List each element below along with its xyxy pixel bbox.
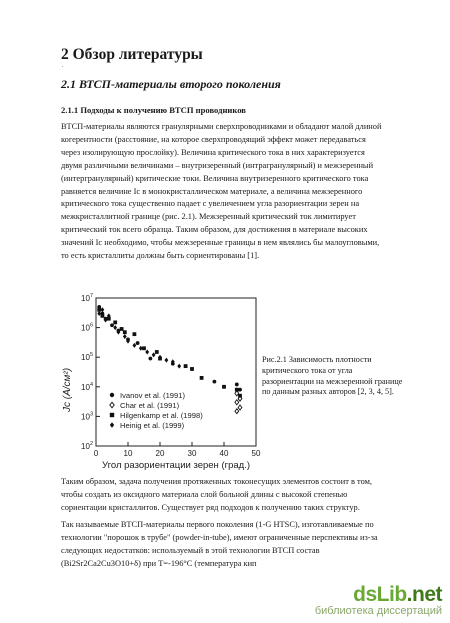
paragraph-1 [61, 121, 399, 263]
data-point [133, 343, 137, 348]
data-point [136, 341, 140, 345]
paragraph-line: (Bi2Sr2Ca2Cu3O10+δ) при T=-196°C (температура кип [61, 558, 257, 568]
y-tick-label: $10^5$ [81, 352, 93, 363]
paragraph-3 [61, 519, 399, 571]
data-point [235, 388, 239, 392]
y-tick-label: $10^6$ [81, 322, 93, 333]
paragraph-line: Таким образом, задача получения протяженных токонесущих элементов состоит в том, [61, 477, 372, 486]
paragraph-line: Так называемые ВТСП-материалы первого поколения (1-G HTSC), изготавливаемые по [61, 520, 374, 529]
data-point [133, 332, 137, 336]
y-tick-label: $10^2$ [81, 441, 93, 451]
data-point [238, 405, 242, 410]
y-axis-label: Jc (A/cм²) [62, 367, 73, 413]
paragraph-line: чтобы создать из оксидного материала слой больной длины с высокой степенью [61, 489, 348, 499]
legend-marker [110, 402, 114, 408]
margin-mark [62, 66, 63, 67]
paragraph-line: двумя различными величинами – внутризеренный (интрагранулярный) и межзеренный [61, 160, 374, 170]
data-point [113, 320, 117, 324]
data-point [235, 409, 239, 414]
jc-vs-angle-chart [56, 290, 261, 472]
paragraph-2 [61, 476, 399, 515]
paragraph-line: равняется величине Ic в монокристаллическом материале, а величина межзеренного [61, 186, 363, 196]
paragraph-line: значений Ic необходимо, чтобы межзеренные границы в нем являлись бы малоугловыми, [61, 238, 380, 248]
x-tick-label: 40 [219, 449, 229, 458]
data-point [235, 400, 239, 405]
data-point [165, 358, 169, 363]
paragraph-line: критического тока существенно падает с увеличением угла разориентации зерен на [61, 199, 360, 209]
data-point [113, 325, 117, 330]
data-point [235, 383, 239, 387]
data-point [184, 364, 188, 368]
legend-label: Char et al. (1991) [120, 401, 180, 410]
watermark-logo [315, 583, 442, 607]
data-point [200, 376, 204, 380]
paragraph-line: критический ток всего образца. Таким образом, для достижения в материале высоких [61, 225, 368, 235]
legend-label: Heinig et al. (1999) [120, 421, 185, 430]
x-tick-label: 50 [251, 449, 261, 458]
data-point [213, 380, 217, 384]
caption-line: критического тока от угла [262, 365, 353, 375]
y-tick-label: $10^3$ [81, 411, 93, 422]
data-point [123, 330, 127, 334]
data-point [155, 350, 159, 354]
legend-marker [110, 422, 114, 428]
x-tick-label: 0 [93, 449, 99, 458]
data-point [149, 357, 153, 361]
y-tick-label: $10^4$ [81, 381, 93, 392]
data-point [177, 364, 181, 369]
paragraph-line: технологии "порошок в трубе" (powder-in-tube), имеют ограниченные перспективы из-за [61, 532, 378, 542]
paragraph-line: через изолирующую прослойку). Величина критического тока в них характеризуется [61, 147, 365, 157]
x-axis-label: Угол разориентации зерен (град.) [102, 460, 250, 471]
data-point [101, 314, 105, 318]
figure-caption [262, 355, 402, 398]
x-tick-label: 20 [155, 449, 165, 458]
data-point [145, 349, 149, 354]
paragraph-line: то есть кристаллиты должны быть сориентированы [1]. [61, 251, 260, 261]
legend-marker [110, 413, 114, 417]
watermark-subtitle: библиотека диссертаций [314, 605, 442, 617]
caption-line: Рис.2.1 Зависимость плотности [262, 355, 372, 364]
paragraph-line: следующих недостатков: используемый в этой технологии ВТСП состав [61, 545, 320, 555]
paragraph-line: ВТСП-материалы являются гранулярными сверхпроводниками и обладают малой длиной [61, 122, 382, 131]
watermark-brand: dsLib [353, 583, 407, 606]
paragraph-line: сориентации кристаллитов. Существует ряд подходов к получению таких структур. [61, 502, 360, 512]
paragraph-line: (интергранулярный) критические токи. Величина внутризеренного критического тока [61, 173, 369, 183]
x-tick-label: 10 [123, 449, 133, 458]
paragraph-line: межкристаллитной границе (рис. 2.1). Межзеренный критический ток лимитирует [61, 212, 356, 222]
section-heading: 2.1 ВТСП-материалы второго поколения [61, 77, 281, 91]
y-tick-label: $10^7$ [81, 293, 93, 303]
caption-line: разориентации на межзеренной границе [262, 376, 403, 386]
legend-label: Ivanov et al. (1991) [120, 391, 186, 400]
data-point [120, 327, 124, 331]
legend-marker [110, 393, 114, 397]
chapter-heading: 2 Обзор литературы [61, 46, 203, 63]
watermark-domain: .net [406, 583, 442, 606]
caption-line: по данным разных авторов [2, 3, 4, 5]. [262, 387, 394, 397]
subsection-heading: 2.1.1 Подходы к получению ВТСП проводников [61, 105, 246, 115]
data-point [222, 385, 226, 389]
data-point [238, 394, 242, 398]
data-point [123, 334, 127, 339]
watermark [315, 583, 442, 617]
data-point [190, 367, 194, 371]
legend-label: Hilgenkamp et al. (1998) [120, 411, 203, 420]
paragraph-line: когерентности (расстояние, на которое сверхпроводящий эффект может передаваться [61, 134, 366, 144]
x-tick-label: 30 [187, 449, 197, 458]
